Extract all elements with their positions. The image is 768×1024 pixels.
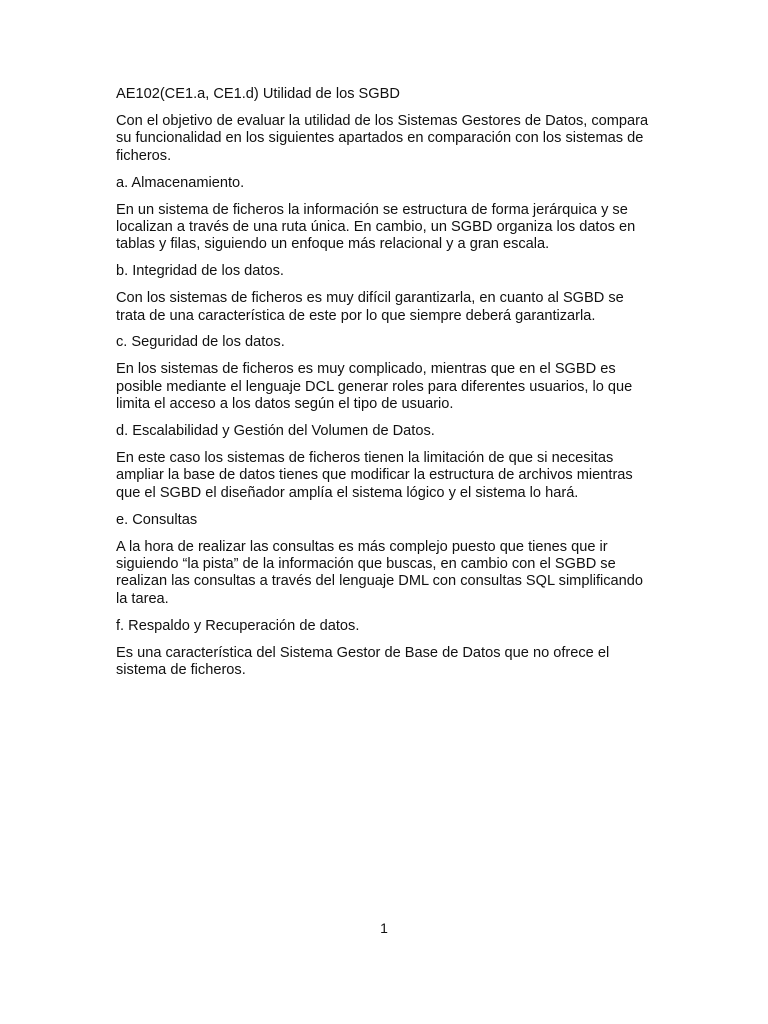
page-number: 1 [380,920,388,936]
section-heading-escalabilidad: d. Escalabilidad y Gestión del Volumen de Datos. [116,423,435,440]
section-body-consultas: A la hora de realizar las consultas es más complejo puesto que tienes que ir siguiendo “la pista” de la información que buscas, en cambio con el SGBD se realizan las consultas a través del lenguaje DML con consultas SQL simplificando la tarea. [116,538,643,607]
section-heading-respaldo: f. Respaldo y Recuperación de datos. [116,617,360,634]
document-body [116,86,656,689]
section-heading-integridad: b. Integridad de los datos. [116,263,284,280]
document-title: AE102(CE1.a, CE1.d) Utilidad de los SGBD [116,86,400,102]
section-heading-consultas: e. Consultas [116,511,198,528]
section-body-seguridad: En los sistemas de ficheros es muy complicado, mientras que en el SGBD es posible mediante el lenguaje DCL generar roles para diferentes usuarios, lo que limita el acceso a los datos según el tipo de usuario. [116,361,633,413]
section-heading-almacenamiento: a. Almacenamiento. [116,174,245,191]
section-body-respaldo: Es una característica del Sistema Gestor de Base de Datos que no ofrece el sistema de ficheros. [116,644,610,679]
section-body-integridad: Con los sistemas de ficheros es muy difícil garantizarla, en cuanto al SGBD se trata de una característica de este por lo que siempre deberá garantizarla. [116,290,624,324]
section-heading-seguridad: c. Seguridad de los datos. [116,334,285,351]
intro-paragraph: Con el objetivo de evaluar la utilidad de los Sistemas Gestores de Datos, compara su funcionalidad en los siguientes apartados en comparación con los sistemas de ficheros. [116,112,649,164]
section-body-escalabilidad: En este caso los sistemas de ficheros tienen la limitación de que si necesitas ampliar la base de datos tienes que modificar la estructura de archivos mientras que el SGBD el diseñador amplía el sistema lógico y el sistema lo hará. [116,450,633,501]
section-body-almacenamiento: En un sistema de ficheros la información se estructura de forma jerárquica y se localizan a través de una ruta única. En cambio, un SGBD organiza los datos en tablas y filas, siguiendo un enfoque más relacional y a gran escala. [116,201,636,253]
